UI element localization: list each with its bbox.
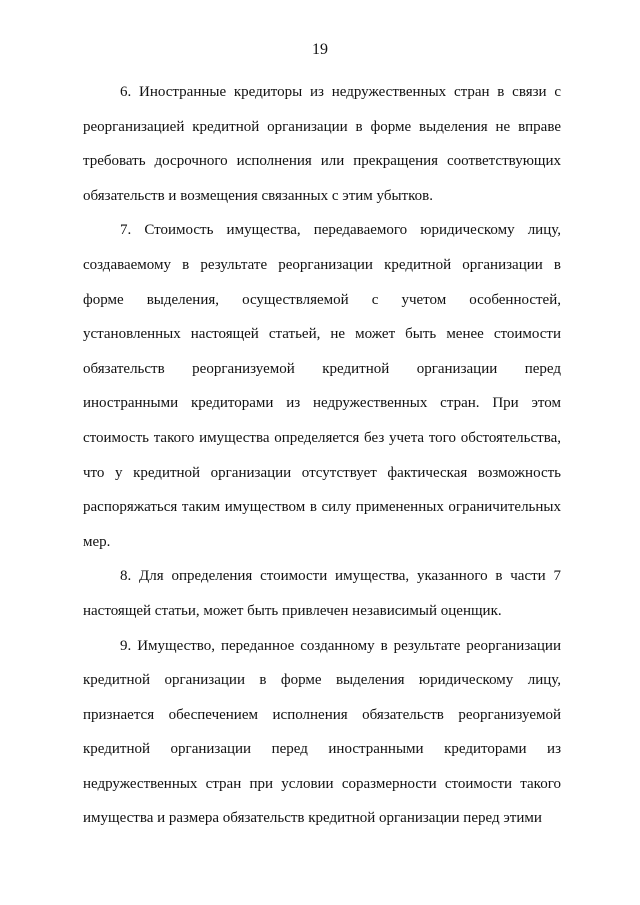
document-body <box>83 75 561 836</box>
page-number: 19 <box>312 41 328 58</box>
paragraph-7: 7. Стоимость имущества, передаваемого юридическому лицу, создаваемому в результате реорганизации кредитной организации в форме выделения, осуществляемой с учетом особенностей, установленных настоящей статьей, не может быть менее стоимости обязательств реорганизуемой кредитной организации перед иностранными кредиторами из недружественных стран. При этом стоимость такого имущества определяется без учета того обстоятельства, что у кредитной организации отсутствует фактическая возможность распоряжаться таким имуществом в силу примененных ограничительных мер. <box>83 222 561 550</box>
paragraph-6: 6. Иностранные кредиторы из недружественных стран в связи с реорганизацией кредитной организации в форме выделения не вправе требовать досрочного исполнения или прекращения соответствующих обязательств и возмещения связанных с этим убытков. <box>83 84 561 204</box>
paragraph-8: 8. Для определения стоимости имущества, указанного в части 7 настоящей статьи, может быть привлечен независимый оценщик. <box>83 568 561 619</box>
paragraph-9: 9. Имущество, переданное созданному в результате реорганизации кредитной организации в форме выделения юридическому лицу, признается обеспечением исполнения обязательств реорганизуемой кредитной организации перед иностранными кредиторами из недружественных стран при условии соразмерности стоимости такого имущества и размера обязательств кредитной организации перед этими <box>83 637 561 827</box>
